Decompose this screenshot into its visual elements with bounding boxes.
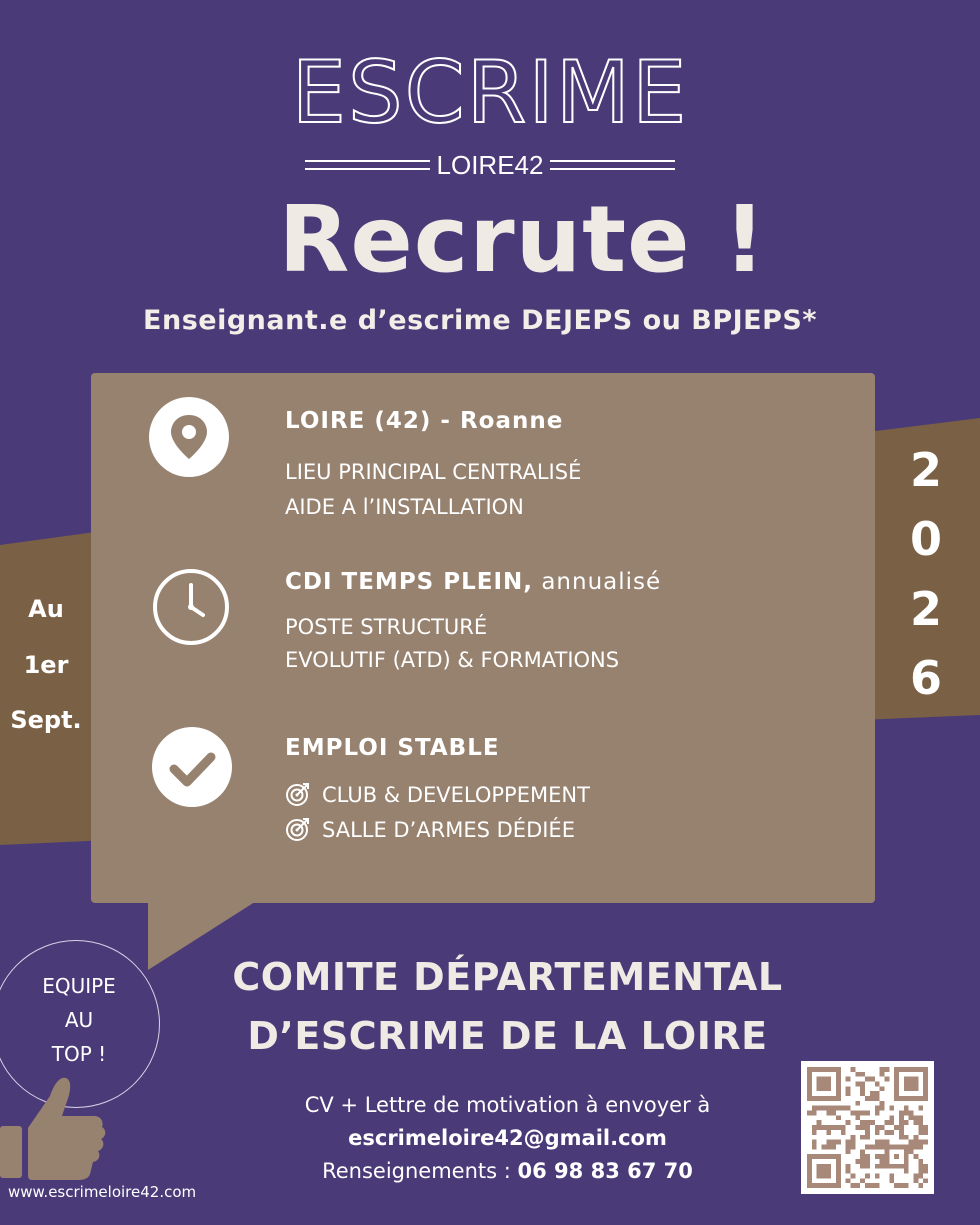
- contact-email[interactable]: escrimeloire42@gmail.com: [348, 1126, 667, 1150]
- row-2-line-2: EVOLUTIF (ATD) & FORMATIONS: [285, 648, 620, 672]
- start-au: Au: [28, 595, 64, 623]
- logo: [0, 43, 980, 143]
- logo-lines-right: [550, 160, 675, 170]
- year-digit: 0: [909, 512, 942, 566]
- logo-sub: [305, 150, 675, 180]
- target-icon: [285, 781, 311, 807]
- row-2-title: CDI TEMPS PLEIN, annualisé: [285, 569, 662, 595]
- target-icon: [285, 816, 311, 842]
- bubble-line-2: AU: [64, 1008, 94, 1032]
- year-digit: 2: [909, 443, 942, 497]
- comite-line-1: COMITE DÉPARTEMENTAL: [232, 955, 783, 999]
- qr-code: [801, 1061, 934, 1194]
- bubble-line-1: EQUIPE: [42, 974, 116, 998]
- logo-word: ESCRIME: [291, 43, 689, 143]
- phone-number[interactable]: 06 98 83 67 70: [517, 1159, 693, 1183]
- page-title: Recrute !: [278, 186, 767, 293]
- row-1-title: LOIRE (42) - Roanne: [285, 408, 564, 434]
- start-month: Sept.: [10, 706, 82, 734]
- comite-line-2: D’ESCRIME DE LA LOIRE: [247, 1014, 768, 1058]
- year-digit: 2: [909, 582, 942, 636]
- row-2-title-suffix: annualisé: [533, 569, 662, 595]
- row-1-line-1: LIEU PRINCIPAL CENTRALISÉ: [285, 460, 582, 484]
- subtitle: Enseignant.e d’escrime DEJEPS ou BPJEPS*: [143, 305, 817, 336]
- year-digit: 6: [909, 651, 942, 705]
- logo-sub-text: LOIRE42: [436, 150, 544, 180]
- checkmark-icon: [152, 727, 232, 807]
- contact-line-1: CV + Lettre de motivation à envoyer à: [304, 1093, 711, 1117]
- start-day: 1er: [23, 651, 69, 679]
- row-3-title: EMPLOI STABLE: [285, 735, 500, 761]
- website-link[interactable]: www.escrimeloire42.com: [8, 1183, 197, 1201]
- location-pin-icon: [149, 397, 229, 477]
- row-3-line-1: CLUB & DEVELOPPEMENT: [322, 783, 590, 807]
- row-1-line-2: AIDE A l’INSTALLATION: [285, 495, 524, 519]
- row-3-line-2: SALLE D’ARMES DÉDIÉE: [322, 818, 575, 842]
- bubble-line-3: TOP !: [51, 1042, 107, 1066]
- clock-icon: [151, 567, 231, 647]
- info-label: Renseignements :: [322, 1159, 518, 1183]
- row-2-line-1: POSTE STRUCTURÉ: [285, 615, 488, 639]
